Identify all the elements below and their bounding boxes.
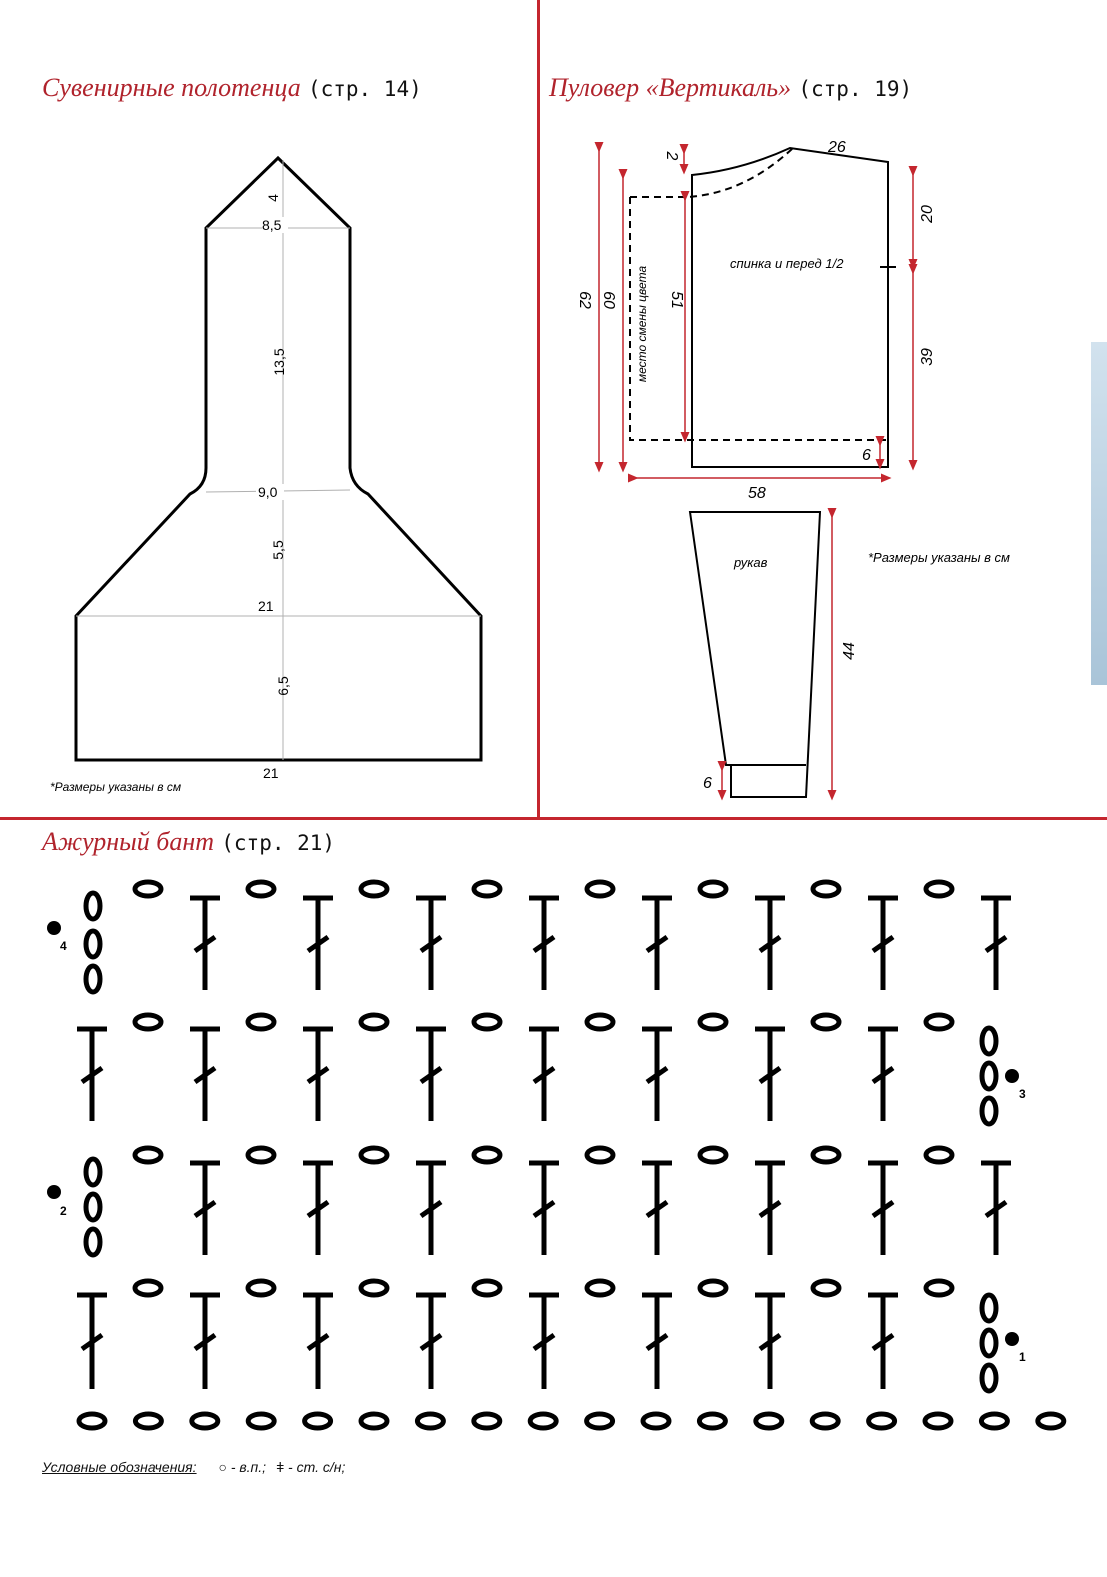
turning-chain-stitch xyxy=(982,1330,996,1356)
double-crochet-stitch xyxy=(642,1029,672,1121)
label-width: 58 xyxy=(748,485,766,502)
label-body: спинка и перед 1/2 xyxy=(730,256,844,271)
towel-label-shoulder-height: 5,5 xyxy=(270,540,286,560)
chain-stitch xyxy=(926,1015,952,1029)
double-crochet-stitch xyxy=(755,898,785,990)
turning-chain-stitch xyxy=(86,1194,100,1220)
double-crochet-stitch xyxy=(868,1029,898,1121)
foundation-chain-stitch xyxy=(869,1414,895,1428)
chain-stitch xyxy=(248,882,274,896)
towel-label-neck-width: 9,0 xyxy=(258,484,278,500)
double-crochet-stitch xyxy=(416,1295,446,1389)
double-crochet-stitch xyxy=(77,1029,107,1121)
foundation-chain-stitch xyxy=(699,1414,725,1428)
chain-stitch xyxy=(813,882,839,896)
chain-stitch xyxy=(135,1281,161,1295)
chain-stitch xyxy=(700,882,726,896)
towel-title: Сувенирные полотенца (стр. 14) xyxy=(42,73,422,102)
double-crochet-stitch xyxy=(190,1029,220,1121)
row-number-3: 3 xyxy=(1019,1087,1026,1101)
chart-legend xyxy=(42,1459,345,1475)
double-crochet-stitch xyxy=(755,1295,785,1389)
foundation-chain-stitch xyxy=(812,1414,838,1428)
chain-stitch xyxy=(135,1015,161,1029)
row-number-2: 2 xyxy=(60,1204,67,1218)
turning-chain-stitch xyxy=(982,1028,996,1054)
row-start-marker xyxy=(47,1185,61,1199)
label-lower: 39 xyxy=(919,348,936,366)
double-crochet-stitch xyxy=(529,1163,559,1255)
row-start-marker xyxy=(1005,1332,1019,1346)
double-crochet-stitch xyxy=(77,1295,107,1389)
double-crochet-stitch xyxy=(868,1295,898,1389)
towel-label-base-height: 6,5 xyxy=(275,676,291,696)
chain-stitch xyxy=(587,1281,613,1295)
foundation-chain-stitch xyxy=(135,1414,161,1428)
chain-stitch xyxy=(248,1281,274,1295)
double-crochet-stitch xyxy=(416,1029,446,1121)
chain-stitch xyxy=(926,1281,952,1295)
turning-chain-stitch xyxy=(86,1159,100,1185)
towel-label-neck-height: 13,5 xyxy=(271,348,287,376)
foundation-chain-stitch xyxy=(474,1414,500,1428)
towel-label-tip: 4 xyxy=(265,194,281,202)
legend-chain: - в.п.; xyxy=(230,1459,267,1475)
label-armhole: 20 xyxy=(919,205,936,223)
chain-stitch xyxy=(587,882,613,896)
foundation-chain-stitch xyxy=(530,1414,556,1428)
double-crochet-icon: ǂ xyxy=(275,1459,285,1475)
foundation-chain-stitch xyxy=(587,1414,613,1428)
foundation-chain-stitch xyxy=(305,1414,331,1428)
label-sleeve: рукав xyxy=(734,555,768,570)
double-crochet-stitch xyxy=(868,898,898,990)
double-crochet-stitch xyxy=(416,898,446,990)
chain-stitch xyxy=(700,1281,726,1295)
chain-stitch xyxy=(926,882,952,896)
label-sleeve-cuff: 6 xyxy=(703,775,712,792)
turning-chain-stitch xyxy=(86,1229,100,1255)
chain-stitch xyxy=(248,1148,274,1162)
turning-chain-stitch xyxy=(982,1063,996,1089)
double-crochet-stitch xyxy=(755,1163,785,1255)
foundation-chain-stitch xyxy=(192,1414,218,1428)
turning-chain-stitch xyxy=(86,966,100,992)
turning-chain-stitch xyxy=(86,931,100,957)
double-crochet-stitch xyxy=(642,1163,672,1255)
chain-stitch xyxy=(926,1148,952,1162)
legend-title: Условные обозначения: xyxy=(42,1459,197,1475)
chain-stitch xyxy=(135,882,161,896)
foundation-chain-stitch xyxy=(248,1414,274,1428)
double-crochet-stitch xyxy=(190,898,220,990)
double-crochet-stitch xyxy=(303,1163,333,1255)
double-crochet-stitch xyxy=(416,1163,446,1255)
turning-chain-stitch xyxy=(982,1098,996,1124)
foundation-chain-stitch xyxy=(417,1414,443,1428)
double-crochet-stitch xyxy=(529,1295,559,1389)
turning-chain-stitch xyxy=(982,1365,996,1391)
chain-stitch xyxy=(361,882,387,896)
label-height-51: 51 xyxy=(668,291,685,309)
legend-dc: - ст. с/н; xyxy=(288,1459,346,1475)
double-crochet-stitch xyxy=(755,1029,785,1121)
double-crochet-stitch xyxy=(529,1029,559,1121)
double-crochet-stitch xyxy=(981,898,1011,990)
foundation-chain-stitch xyxy=(79,1414,105,1428)
chain-stitch xyxy=(813,1015,839,1029)
row-start-marker xyxy=(1005,1069,1019,1083)
foundation-chain-stitch xyxy=(981,1414,1007,1428)
chain-stitch xyxy=(361,1281,387,1295)
towel-label-top-width: 8,5 xyxy=(262,217,282,233)
chain-stitch xyxy=(474,1148,500,1162)
label-rib: 6 xyxy=(862,447,871,464)
chain-stitch xyxy=(474,1015,500,1029)
label-shoulder-width: 26 xyxy=(828,139,846,156)
double-crochet-stitch xyxy=(642,1295,672,1389)
bow-title: Ажурный бант (стр. 21) xyxy=(42,827,336,856)
double-crochet-stitch xyxy=(303,1029,333,1121)
foundation-chain-stitch xyxy=(361,1414,387,1428)
towel-label-mid-width: 21 xyxy=(258,598,274,614)
chain-stitch xyxy=(361,1148,387,1162)
turning-chain-stitch xyxy=(86,893,100,919)
double-crochet-stitch xyxy=(190,1163,220,1255)
chain-stitch xyxy=(700,1148,726,1162)
chain-stitch xyxy=(813,1281,839,1295)
label-sleeve-length: 44 xyxy=(841,642,858,660)
double-crochet-stitch xyxy=(529,898,559,990)
pullover-note: *Размеры указаны в см xyxy=(868,550,1010,565)
chain-stitch xyxy=(474,1281,500,1295)
chain-stitch xyxy=(700,1015,726,1029)
foundation-chain-stitch xyxy=(756,1414,782,1428)
double-crochet-stitch xyxy=(190,1295,220,1389)
row-number-4: 4 xyxy=(60,939,67,953)
chain-stitch xyxy=(248,1015,274,1029)
label-total-height: 62 xyxy=(576,291,593,309)
label-color-change: место смены цвета xyxy=(635,265,649,383)
double-crochet-stitch xyxy=(303,898,333,990)
chain-stitch-icon: ○ xyxy=(218,1459,227,1475)
row-number-1: 1 xyxy=(1019,1350,1026,1364)
double-crochet-stitch xyxy=(868,1163,898,1255)
double-crochet-stitch xyxy=(642,898,672,990)
foundation-chain-stitch xyxy=(925,1414,951,1428)
towel-note: *Размеры указаны в см xyxy=(50,780,182,794)
foundation-chain-stitch xyxy=(643,1414,669,1428)
chain-stitch xyxy=(813,1148,839,1162)
pullover-title: Пуловер «Вертикаль» (стр. 19) xyxy=(549,73,913,102)
turning-chain-stitch xyxy=(982,1295,996,1321)
double-crochet-stitch xyxy=(981,1163,1011,1255)
chain-stitch xyxy=(361,1015,387,1029)
double-crochet-stitch xyxy=(303,1295,333,1389)
chain-stitch xyxy=(474,882,500,896)
chain-stitch xyxy=(135,1148,161,1162)
towel-label-bottom-width: 21 xyxy=(263,765,279,781)
chain-stitch xyxy=(587,1015,613,1029)
row-start-marker xyxy=(47,921,61,935)
label-neck-drop: 2 xyxy=(663,151,680,161)
label-height-60: 60 xyxy=(600,291,617,309)
foundation-chain-stitch xyxy=(1038,1414,1064,1428)
chain-stitch xyxy=(587,1148,613,1162)
